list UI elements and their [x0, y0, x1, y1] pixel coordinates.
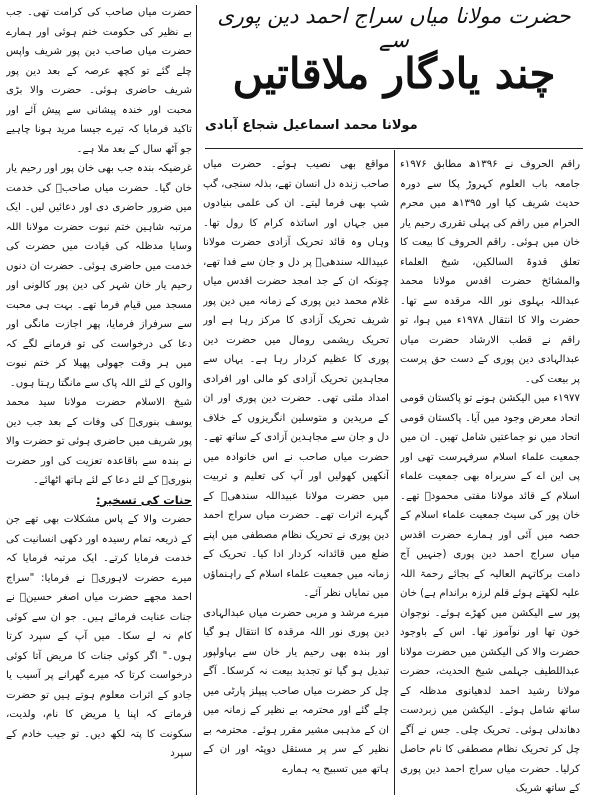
column-divider-right: [394, 150, 395, 795]
article-kicker: حضرت مولانا میاں سراج احمد دین پوری سے: [217, 4, 571, 52]
paragraph: شیخ الاسلام حضرت مولانا سید محمد یوسف بنوریؒ کی وفات کے بعد جب دین پور شریف میں حاضری ہوئی تو حضرت والا نے بندہ سے باقاعدہ تعزیت کی اور حضرت بنوریؒ کے لئے دعا کے لئے ہاتھ اٹھائے۔: [6, 397, 192, 486]
paragraph: غرضیکہ بندہ جب بھی خان پور اور رحیم یار خان گیا۔ حضرت میاں صاحبؒ کی خدمت میں ضرور حاضری دی اور دعائیں لیں۔ ایک مرتبہ شاہین ختم نبوت حضرت مولانا اللہ وسایا مدظلہ کی قیادت میں حضرت کی خدمت میں حاضری ہوئی۔ حضرت ان دنوں رحیم یار خان شہر کی دین پور کالونی اور مسجد میں قیام فرما تھے۔ بہت ہی محبت سے سرفراز فرمایا، پھر اجازت مانگی اور دعا کی درخواست کی تو فرمانے لگے کہ میں ہر وقت جھولی پھیلا کر ختم نبوت والوں کے لئے اللہ پاک سے مانگتا رہتا ہوں۔: [6, 163, 192, 389]
paragraph: راقم الحروف نے ۱۳۹۶ھ مطابق ۱۹۷۶ء جامعہ باب العلوم کہروڑ پکا سے دورہ حدیث شریف کیا اور ۱۳۹۵ھ میں محرم الحرام میں راقم کی پہلی تقرری رحیم یار خان میں ہوئی۔ راقم الحروف کا بیعت کا تعلق قدوۃ السالکین، شیخ العلماء والمشائخ حضرت اقدس مولانا محمد عبداللہ بہلوی نور اللہ مرقدہ سے تھا۔ حضرت والا کا انتقال ۱۹۷۸ء میں ہوا، تو راقم نے قطب الارشاد حضرت میاں عبدالہادی دین پوری کے دست حق پرست پر بیعت کی۔: [400, 159, 580, 385]
article-column-middle: [203, 155, 389, 795]
article-column-right: [400, 155, 580, 795]
paragraph: حضرت والا کے پاس مشکلات بھی تھے جن کے ذریعہ تمام رسیدہ اور دکھی انسانیت کی خدمت فرمایا کرتے۔ ایک مرتبہ فرمایا کہ میرے حضرت لاہوریؒ نے فرمایا: "سراج احمد مجھے حضرت میاں اصغر حسینؒ نے جنات عنایت فرمائے ہیں۔ جو ان سے کوئی کام نہ لے سکا۔ میں آپ کے سپرد کرتا ہوں۔" اگر کوئی جنات کا مریض آتا کوئی درخواست کرتا کہ میرے گھرانے پر آسیب یا جادو کے اثرات معلوم ہوتے ہیں تو حضرت فرماتے کہ اپنا یا مریض کا نام، ولدیت، سکونت کا پتہ لکھ دیں۔ تو جیب خادم کے سپرد: [6, 514, 192, 759]
article-column-left: [6, 3, 192, 795]
byline-divider: [205, 148, 583, 149]
paragraph: میرے مرشد و مربی حضرت میاں عبدالہادی دین پوری نور اللہ مرقدہ کا انتقال ہو گیا اور بندہ بھی رحیم یار خان سے بہاولپور تبدیل ہو گیا تو تجدید بیعت نہ کرسکا۔ آگے چل کر حضرت میاں صاحب پیپلز پارٹی میں چلے گئے اور محترمہ بے نظیر کے زمانہ میں ان کے مذہبی مشیر مقرر ہوئے۔ محترمہ بے نظیر کے سر پر مستقل دوپٹہ اور ان کے ہاتھ میں تسبیح یہ ہمارے: [203, 607, 389, 775]
article-author: مولانا محمد اسماعیل شجاع آبادی: [205, 118, 418, 133]
section-subheading: جنات کی تسخیر:: [96, 492, 192, 507]
column-divider-left: [196, 5, 197, 795]
paragraph: حضرت میاں صاحب کی کرامت تھی۔ جب بے نظیر کی حکومت ختم ہوئی اور ہمارے حضرت میاں صاحب دین پور شریف واپس چلے گئے تو کچھ عرصہ کے بعد دین پور شریف حاضری ہوئی۔ حضرت والا بڑی محبت اور خندہ پیشانی سے پیش آئے اور تاکید فرمایا کہ تیرے جیسا مرید ہونا چاہیے جو آٹھ سال کے بعد ملا ہے۔: [6, 7, 192, 155]
paragraph: ۱۹۷۷ء میں الیکشن ہونے تو پاکستان قومی اتحاد معرض وجود میں آیا۔ پاکستان قومی اتحاد میں نو جماعتیں شامل تھیں۔ ان میں جمعیت علماء اسلام سرفہرست تھی اور پی این اے کے سربراہ بھی جمعیت علماء اسلام کے قائد مولانا مفتی محمودؒ تھے۔ خان پور کی سیٹ جمعیت علماء اسلام کے حصہ میں آئی اور ہمارے حضرت اقدس میاں سراج احمد دین پوری (جنہیں آج دامت برکاتہم العالیہ کے بجائے رحمۃ اللہ علیہ لکھتے ہوئے قلم لرزہ براندام ہے) خان پور سے الیکشن میں کھڑے ہوئے۔ نوجوان خون تھا اور نوآموز تھا۔ اس کے باوجود حضرت والا کی الیکشن میں حضرت مولانا عبداللطیف جہلمی شیخ الحدیث، حضرت مولانا رشید احمد لدھیانوی مدظلہ کے ساتھ شامل ہوئے۔ الیکشن میں زبردست دھاندلی ہوئی۔ تحریک چلی۔ جس نے آگے چل کر تحریک نظام مصطفی کا نام حاصل کرلیا۔ حضرت میاں سراج احمد دین پوری کے ساتھ شریک: [400, 393, 580, 794]
paragraph: مواقع بھی نصیب ہوئے۔ حضرت میاں صاحب زندہ دل انسان تھے، بذلہ سنجی، گپ شپ بھی فرما لیتے۔ ان کی علمی بنیادوں میں جہاں اور اساتذہ کرام کا رول تھا۔ وہاں وہ قائد تحریک آزادی حضرت مولانا عبیداللہ سندھیؒ پر دل و جان سے فدا تھے، چونکہ ان کے جد امجد حضرت اقدس میاں غلام محمد دین پوری کے زمانہ میں دین پور شریف تحریک آزادی کا مرکز رہا ہے اور تحریک ریشمی رومال میں حضرت دین پوری کا عظیم کردار رہا ہے۔ یہاں سے مجاہدین تحریک آزادی کو مالی اور افرادی امداد ملتی تھی۔ حضرت دین پوری اور ان کے مریدین و متوسلین انگریزوں کے خلاف دل و جان سے مجاہدین آزادی کے ساتھ تھے۔ حضرت میاں صاحب نے اس خانوادہ میں آنکھیں کھولیں اور آپ کی تعلیم و تربیت میں حضرت مولانا عبیداللہ سندھیؒ کے گہرے اثرات تھے۔ حضرت میاں سراج احمد دین پوری نے تحریک نظام مصطفی میں اپنے ضلع میں قائدانہ کردار ادا کیا۔ تحریک کے زمانہ میں جمعیت علماء اسلام کے راہنماؤں میں نمایاں نظر آئے۔: [203, 159, 389, 599]
article-headline: چند یادگار ملاقاتیں: [232, 49, 556, 98]
